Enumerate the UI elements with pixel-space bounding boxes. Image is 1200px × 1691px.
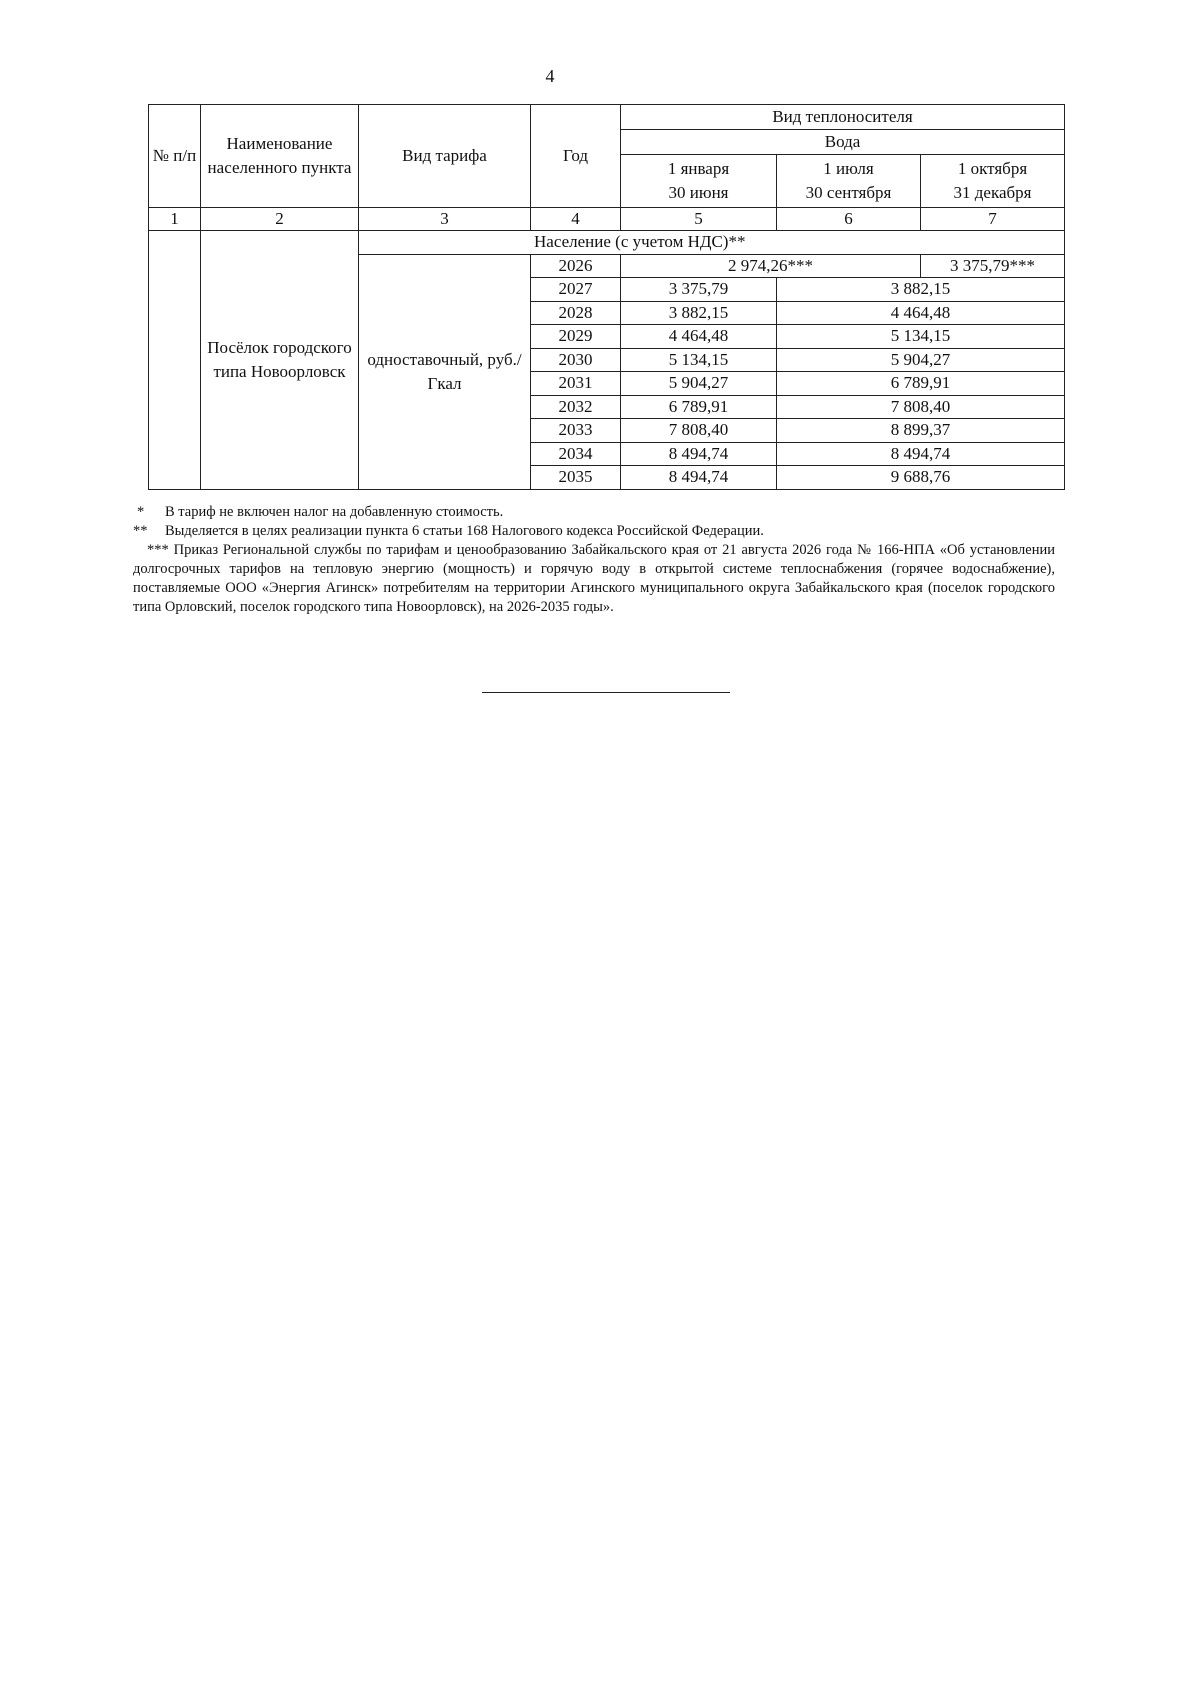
column-number: 3 <box>359 208 531 231</box>
footnote-mark: * <box>137 504 145 520</box>
year-cell: 2033 <box>531 419 621 443</box>
column-number: 4 <box>531 208 621 231</box>
tariff-value: 3 375,79 <box>621 278 777 302</box>
settlement-name: Посёлок городского типа Новоорловск <box>201 231 359 490</box>
header-settlement: Наименование населенного пункта <box>201 105 359 208</box>
header-water: Вода <box>621 130 1065 155</box>
year-cell: 2031 <box>531 372 621 396</box>
tariff-value: 4 464,48 <box>777 301 1065 325</box>
year-cell: 2028 <box>531 301 621 325</box>
tariff-value: 3 882,15 <box>621 301 777 325</box>
tariff-value: 8 899,37 <box>777 419 1065 443</box>
header-num: № п/п <box>149 105 201 208</box>
column-number-row <box>149 208 1065 231</box>
tariff-value: 7 808,40 <box>621 419 777 443</box>
year-cell: 2027 <box>531 278 621 302</box>
footnote-2 <box>133 522 1055 541</box>
header-period-3 <box>921 155 1065 208</box>
column-number: 5 <box>621 208 777 231</box>
header-period-1-end: 30 июня <box>668 183 729 202</box>
tariff-value: 5 904,27 <box>777 348 1065 372</box>
header-period-1-start: 1 января <box>667 159 730 178</box>
header-period-3-start: 1 октября <box>957 159 1028 178</box>
tariff-name: одноставочный, руб./Гкал <box>359 254 531 489</box>
footnote-text: Выделяется в целях реализации пункта 6 статьи 168 Налогового кодекса Российской Федерации. <box>165 523 764 539</box>
header-period-3-end: 31 декабря <box>953 183 1032 202</box>
tariff-value: 3 375,79*** <box>921 254 1065 278</box>
header-period-1 <box>621 155 777 208</box>
year-cell: 2032 <box>531 395 621 419</box>
header-heat-carrier: Вид теплоносителя <box>621 105 1065 130</box>
year-cell: 2035 <box>531 466 621 490</box>
tariff-value: 9 688,76 <box>777 466 1065 490</box>
tariff-table <box>148 104 1065 490</box>
end-divider <box>482 692 730 693</box>
year-cell: 2034 <box>531 442 621 466</box>
header-period-2 <box>777 155 921 208</box>
tariff-value: 5 134,15 <box>777 325 1065 349</box>
tariff-value: 2 974,26*** <box>621 254 921 278</box>
header-period-2-end: 30 сентября <box>805 183 892 202</box>
year-cell: 2029 <box>531 325 621 349</box>
footnote-text: В тариф не включен налог на добавленную стоимость. <box>165 504 504 520</box>
column-number: 2 <box>201 208 359 231</box>
group-label-tail <box>921 231 1065 255</box>
tariff-value: 8 494,74 <box>621 442 777 466</box>
footnote-mark: ** <box>133 523 148 539</box>
header-tariff-type: Вид тарифа <box>359 105 531 208</box>
year-cell: 2026 <box>531 254 621 278</box>
group-label: Население (с учетом НДС)** <box>359 231 921 255</box>
tariff-value: 7 808,40 <box>777 395 1065 419</box>
footnote-3: *** Приказ Региональной службы по тарифам и ценообразованию Забайкальского края от 21 августа 2026 года № 166-НПА «Об установлении долгосрочных тарифов на тепловую энергию (мощность) и горячую воду в открытой системе теплоснабжения (горячее водоснабжение), поставляемые ООО «Энергия Агинск» потребителям на территории Агинского муниципального округа Забайкальского края (поселок городского типа Орловский, поселок городского типа Новоорловск), на 2026-2035 годы». <box>133 542 1055 615</box>
tariff-value: 3 882,15 <box>777 278 1065 302</box>
tariff-value: 5 134,15 <box>621 348 777 372</box>
tariff-value: 5 904,27 <box>621 372 777 396</box>
tariff-value: 6 789,91 <box>621 395 777 419</box>
column-number: 7 <box>921 208 1065 231</box>
header-year: Год <box>531 105 621 208</box>
year-cell: 2030 <box>531 348 621 372</box>
column-number: 6 <box>777 208 921 231</box>
page-number: 4 <box>545 66 555 86</box>
tariff-value: 4 464,48 <box>621 325 777 349</box>
header-period-2-start: 1 июля <box>823 159 874 178</box>
column-number: 1 <box>149 208 201 231</box>
tariff-value: 8 494,74 <box>621 466 777 490</box>
tariff-value: 6 789,91 <box>777 372 1065 396</box>
row-number-cell <box>149 231 201 490</box>
tariff-value: 8 494,74 <box>777 442 1065 466</box>
footnotes <box>133 503 1055 617</box>
footnote-1 <box>133 503 1055 522</box>
